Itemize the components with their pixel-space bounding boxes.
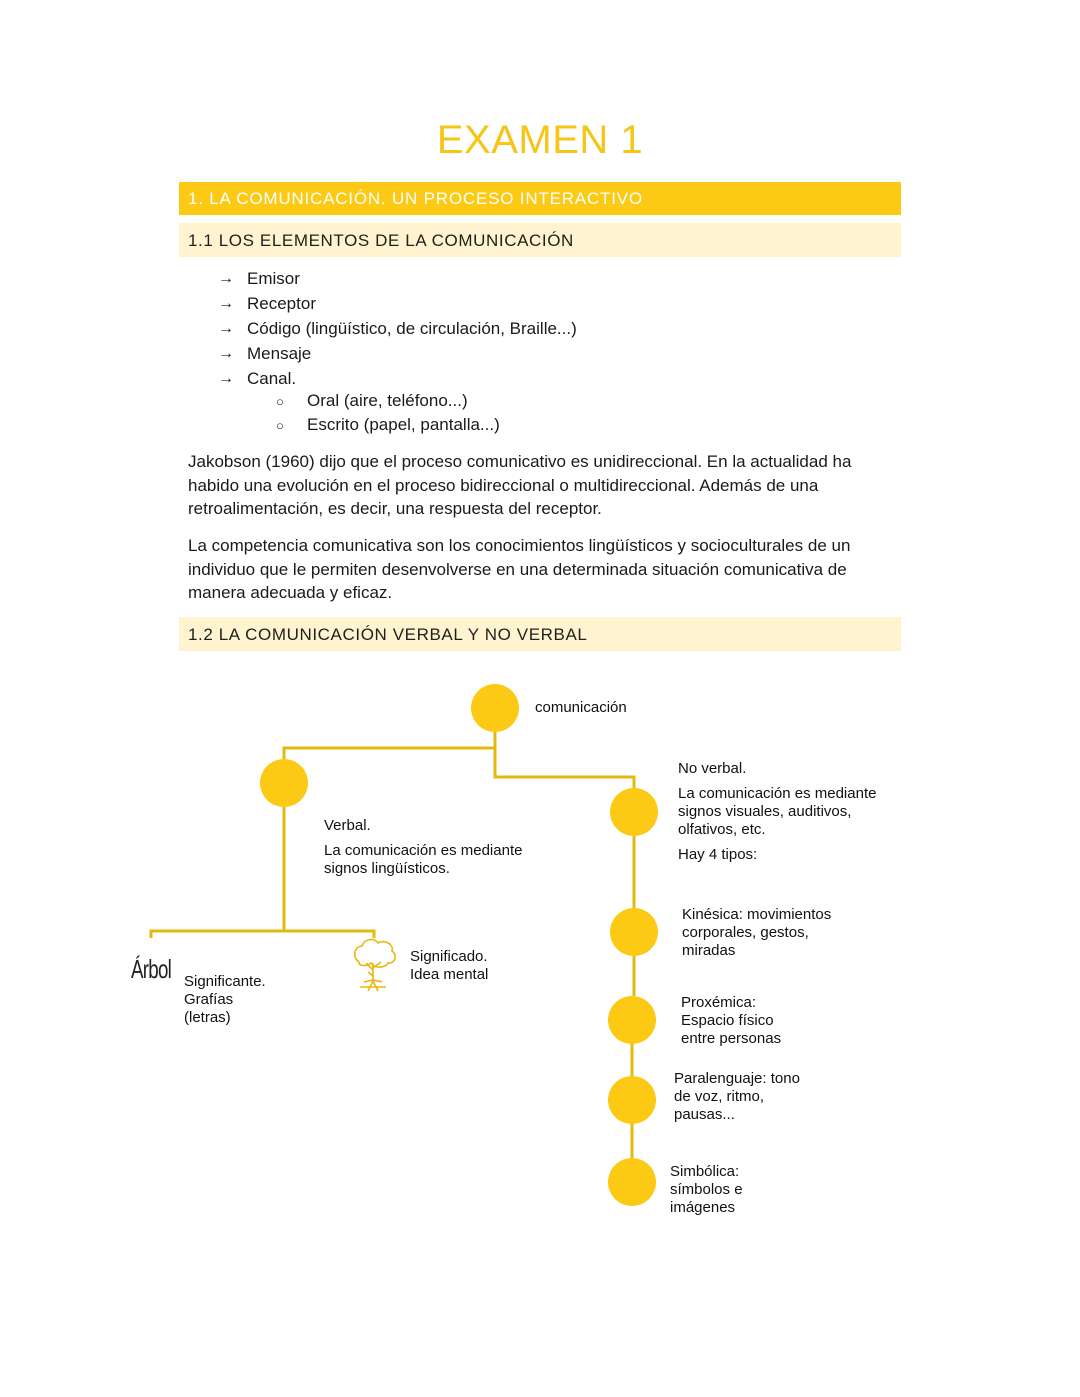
page-title: EXAMEN 1 <box>436 118 644 162</box>
circle-bullet-icon: ○ <box>276 394 284 409</box>
paragraph-jakobson: Jakobson (1960) dijo que el proceso comunicativo es unidireccional. En la actualidad ha habido una evolución en el proceso bidireccional o multidireccional. Además de una retroalimentación, es decir, una respuesta del receptor. <box>188 452 852 518</box>
list-item: → Mensaje <box>218 341 577 366</box>
list-item: → Canal. <box>218 366 577 391</box>
connector-line <box>495 732 634 790</box>
list-item: ○ Oral (aire, teléfono...) <box>276 389 500 413</box>
list-item: → Código (lingüístico, de circulación, Braille...) <box>218 316 577 341</box>
arbol-word: Árbol <box>131 954 172 984</box>
simbolica-label: Simbólica: símbolos e imágenes <box>670 1163 743 1216</box>
section-heading-1-text: 1. LA COMUNICACIÓN. UN PROCESO INTERACTIVO <box>188 189 643 208</box>
node-label-comunicacion: comunicación <box>535 699 627 716</box>
noverbal-types-count: Hay 4 tipos: <box>678 846 758 863</box>
arrow-icon: → <box>218 295 234 312</box>
paralenguaje-label: Paralenguaje: tono de voz, ritmo, pausas... <box>674 1070 800 1123</box>
node-paralenguaje <box>608 1076 656 1124</box>
node-simbolica <box>608 1158 656 1206</box>
circle-bullet-icon: ○ <box>276 418 284 433</box>
node-verbal <box>260 759 308 807</box>
arrow-icon: → <box>218 320 234 337</box>
arrow-icon: → <box>218 370 234 387</box>
verbal-description: La comunicación es mediante signos lingüísticos. <box>324 842 523 877</box>
section-heading-1-1-text: 1.1 LOS ELEMENTOS DE LA COMUNICACIÓN <box>188 231 574 250</box>
proxemica-label: Proxémica: Espacio físico entre personas <box>681 994 782 1047</box>
arrow-icon: → <box>218 270 234 287</box>
significante-label: Significante. Grafías (letras) <box>184 973 266 1026</box>
kinesica-label: Kinésica: movimientos corporales, gestos, miradas <box>682 906 832 959</box>
noverbal-description: La comunicación es mediante signos visuales, auditivos, olfativos, etc. <box>678 785 877 838</box>
paragraph-competencia: La competencia comunicativa son los conocimientos lingüísticos y socioculturales de un individuo que le permiten desenvolverse en una determinada situación comunicativa de manera adecuada y eficaz. <box>188 536 851 602</box>
node-no-verbal <box>610 788 658 836</box>
noverbal-title: No verbal. <box>678 760 747 777</box>
list-item: → Emisor <box>218 266 577 291</box>
section-heading-1-2-text: 1.2 LA COMUNICACIÓN VERBAL Y NO VERBAL <box>188 625 588 644</box>
verbal-title: Verbal. <box>324 817 371 834</box>
tree-icon <box>355 939 395 991</box>
node-kinesica <box>610 908 658 956</box>
node-comunicacion <box>471 684 519 732</box>
list-item: → Receptor <box>218 291 577 316</box>
connector-line <box>151 931 374 938</box>
node-proxemica <box>608 996 656 1044</box>
list-item: ○ Escrito (papel, pantalla...) <box>276 413 500 437</box>
connector-line <box>284 748 495 760</box>
arrow-icon: → <box>218 345 234 362</box>
significado-label: Significado. Idea mental <box>410 948 489 983</box>
